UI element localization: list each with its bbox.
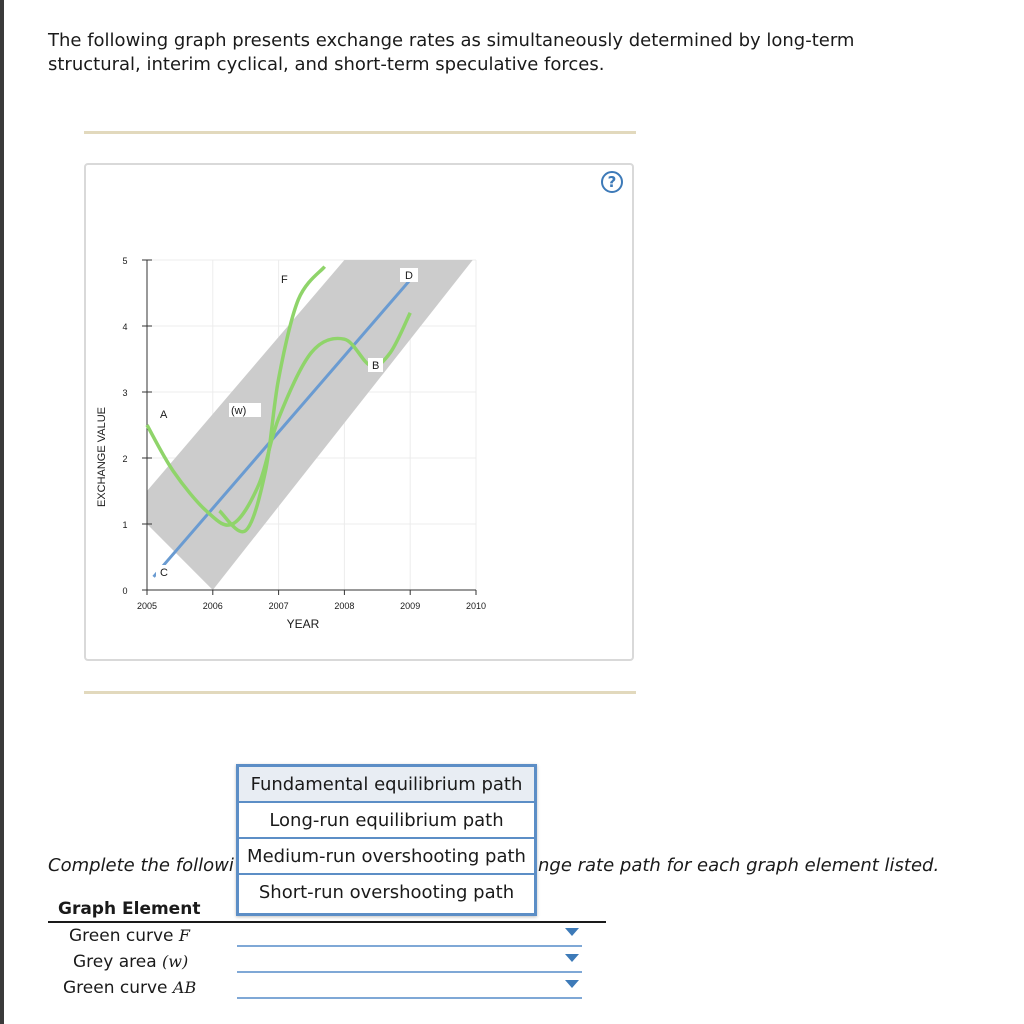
blue-line-cd [154,280,411,577]
option-short-run-overshooting[interactable]: Short-run overshooting path [258,882,515,903]
option-medium-run-overshooting[interactable]: Medium-run overshooting path [239,839,534,875]
x-axis-title: YEAR [286,617,320,631]
row-label-green-curve-f: Green curve F [69,926,191,946]
y-tick-label: 0 [122,586,128,596]
dropdown-arrow-icon[interactable] [565,928,579,936]
label-c: C [160,567,168,579]
label-w: (w) [231,405,247,417]
dropdown-arrow-icon[interactable] [565,980,579,988]
y-tick-label: 1 [122,520,128,530]
label-d: D [405,270,413,282]
answer-select-f[interactable] [237,945,582,947]
row-label-grey-area-w: Grey area (w) [73,952,189,972]
y-tick-label: 5 [122,256,128,266]
y-tick-label: 4 [122,322,128,332]
x-tick-label: 2007 [268,601,289,611]
label-b: B [372,360,380,372]
instruction-start: Complete the followi [48,855,234,876]
option-long-run-equilibrium[interactable]: Long-run equilibrium path [239,803,534,839]
label-a: A [160,409,168,421]
x-tick-label: 2009 [400,601,421,611]
label-f: F [281,274,288,286]
intro-text: The following graph presents exchange rates as simultaneously determined by long-term structural, interim cyclical, and short-term speculative forces. [48,30,855,75]
option-fundamental-equilibrium[interactable]: Fundamental equilibrium path [239,767,534,803]
x-tick-label: 2005 [136,601,158,611]
x-tick-label: 2008 [334,601,355,611]
column-graph-element: Graph Element [58,899,201,919]
x-tick-label: 2006 [202,601,223,611]
answer-select-ab[interactable] [237,997,582,999]
dropdown-menu[interactable] [236,764,537,916]
answer-select-w[interactable] [237,971,582,973]
instruction-end: nge rate path for each graph element listed. [538,855,940,876]
x-tick-label: 2010 [465,601,487,611]
help-icon[interactable]: ? [601,171,623,193]
y-tick-label: 2 [122,454,128,464]
row-label-green-curve-ab: Green curve AB [63,978,197,998]
dropdown-arrow-icon[interactable] [565,954,579,962]
y-axis-title: EXCHANGE VALUE [96,406,108,508]
y-tick-label: 3 [122,388,128,398]
grey-area-w [147,260,473,590]
